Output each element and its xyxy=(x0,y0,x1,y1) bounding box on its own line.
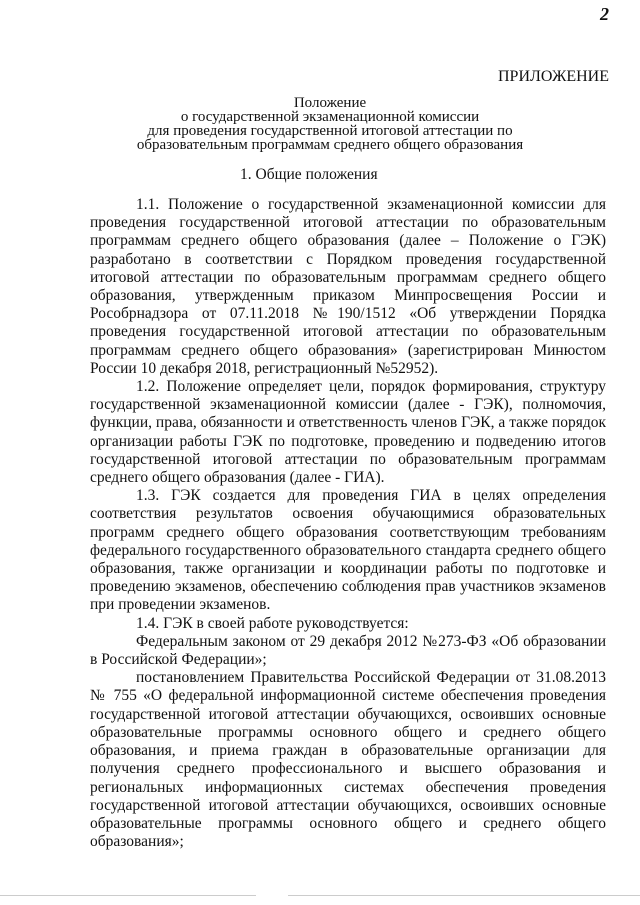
document-title xyxy=(80,96,580,152)
paragraph-1-4: 1.4. ГЭК в своей работе руководствуется: xyxy=(136,614,409,632)
document-body xyxy=(90,196,606,851)
scan-edge-line xyxy=(0,895,640,896)
paragraph-federal-law: Федеральным законом от 29 декабря 2012 №273-ФЗ «Об образовании в Российской Федерации»; xyxy=(90,632,606,669)
paragraph-government-decree: постановлением Правительства Российской Федерации от 31.08.2013 № 755 «О федеральной информационной системе обеспечения проведения государственной итоговой аттестации обучающихся, освоивших основные образовательные программы основного общего и среднего общего образования, и приема граждан в образовательные организации для получения среднего профессионального и высшего образования и региональных информационных системах обеспечения проведения государственной итоговой аттестации обучающихся, освоивших основные образовательные программы основного общего и среднего общего образования»; xyxy=(90,669,606,851)
paragraph-1-2: 1.2. Положение определяет цели, порядок формирования, структуру государственной экзаменационной комиссии (далее - ГЭК), полномочия, функции, права, обязанности и ответственность членов ГЭК, а также порядок организации работы ГЭК по подготовке, проведению и подведению итогов государственной итоговой аттестации по образовательным программам среднего общего образования (далее - ГИА). xyxy=(90,378,606,487)
title-line: для проведения государственной итоговой аттестации по xyxy=(147,123,513,139)
title-line: Положение xyxy=(293,95,367,111)
section-heading: 1. Общие положения xyxy=(240,166,378,183)
title-line: образовательным программам среднего общего образования xyxy=(136,137,524,153)
title-line: о государственной экзаменационной комиссии xyxy=(180,109,480,125)
appendix-label: ПРИЛОЖЕНИЕ xyxy=(498,68,610,85)
paragraph-1-3: 1.3. ГЭК создается для проведения ГИА в целях определения соответствия результатов освоения обучающимися образовательных программ среднего общего образования соответствующим требованиям федерального государственного образовательного стандарта среднего общего образования, также организации и координации работы по подготовке и проведению экзаменов, обеспечению соблюдения прав участников экзаменов при проведении экзаменов. xyxy=(90,487,606,614)
page-number: 2 xyxy=(600,4,609,24)
paragraph-1-1: 1.1. Положение о государственной экзаменационной комиссии для проведения государственной итоговой аттестации по образовательным программам среднего общего образования (далее – Положение о ГЭК) разработано в соответствии с Порядком проведения государственной итоговой аттестации по образовательным программам среднего общего образования, утвержденным приказом Минпросвещения России и Рособрнадзора от 07.11.2018 №190/1512 «Об утверждении Порядка проведения государственной итоговой аттестации по образовательным программам среднего общего образования» (зарегистрирован Минюстом России 10 декабря 2018, регистрационный №52952). xyxy=(90,196,606,377)
